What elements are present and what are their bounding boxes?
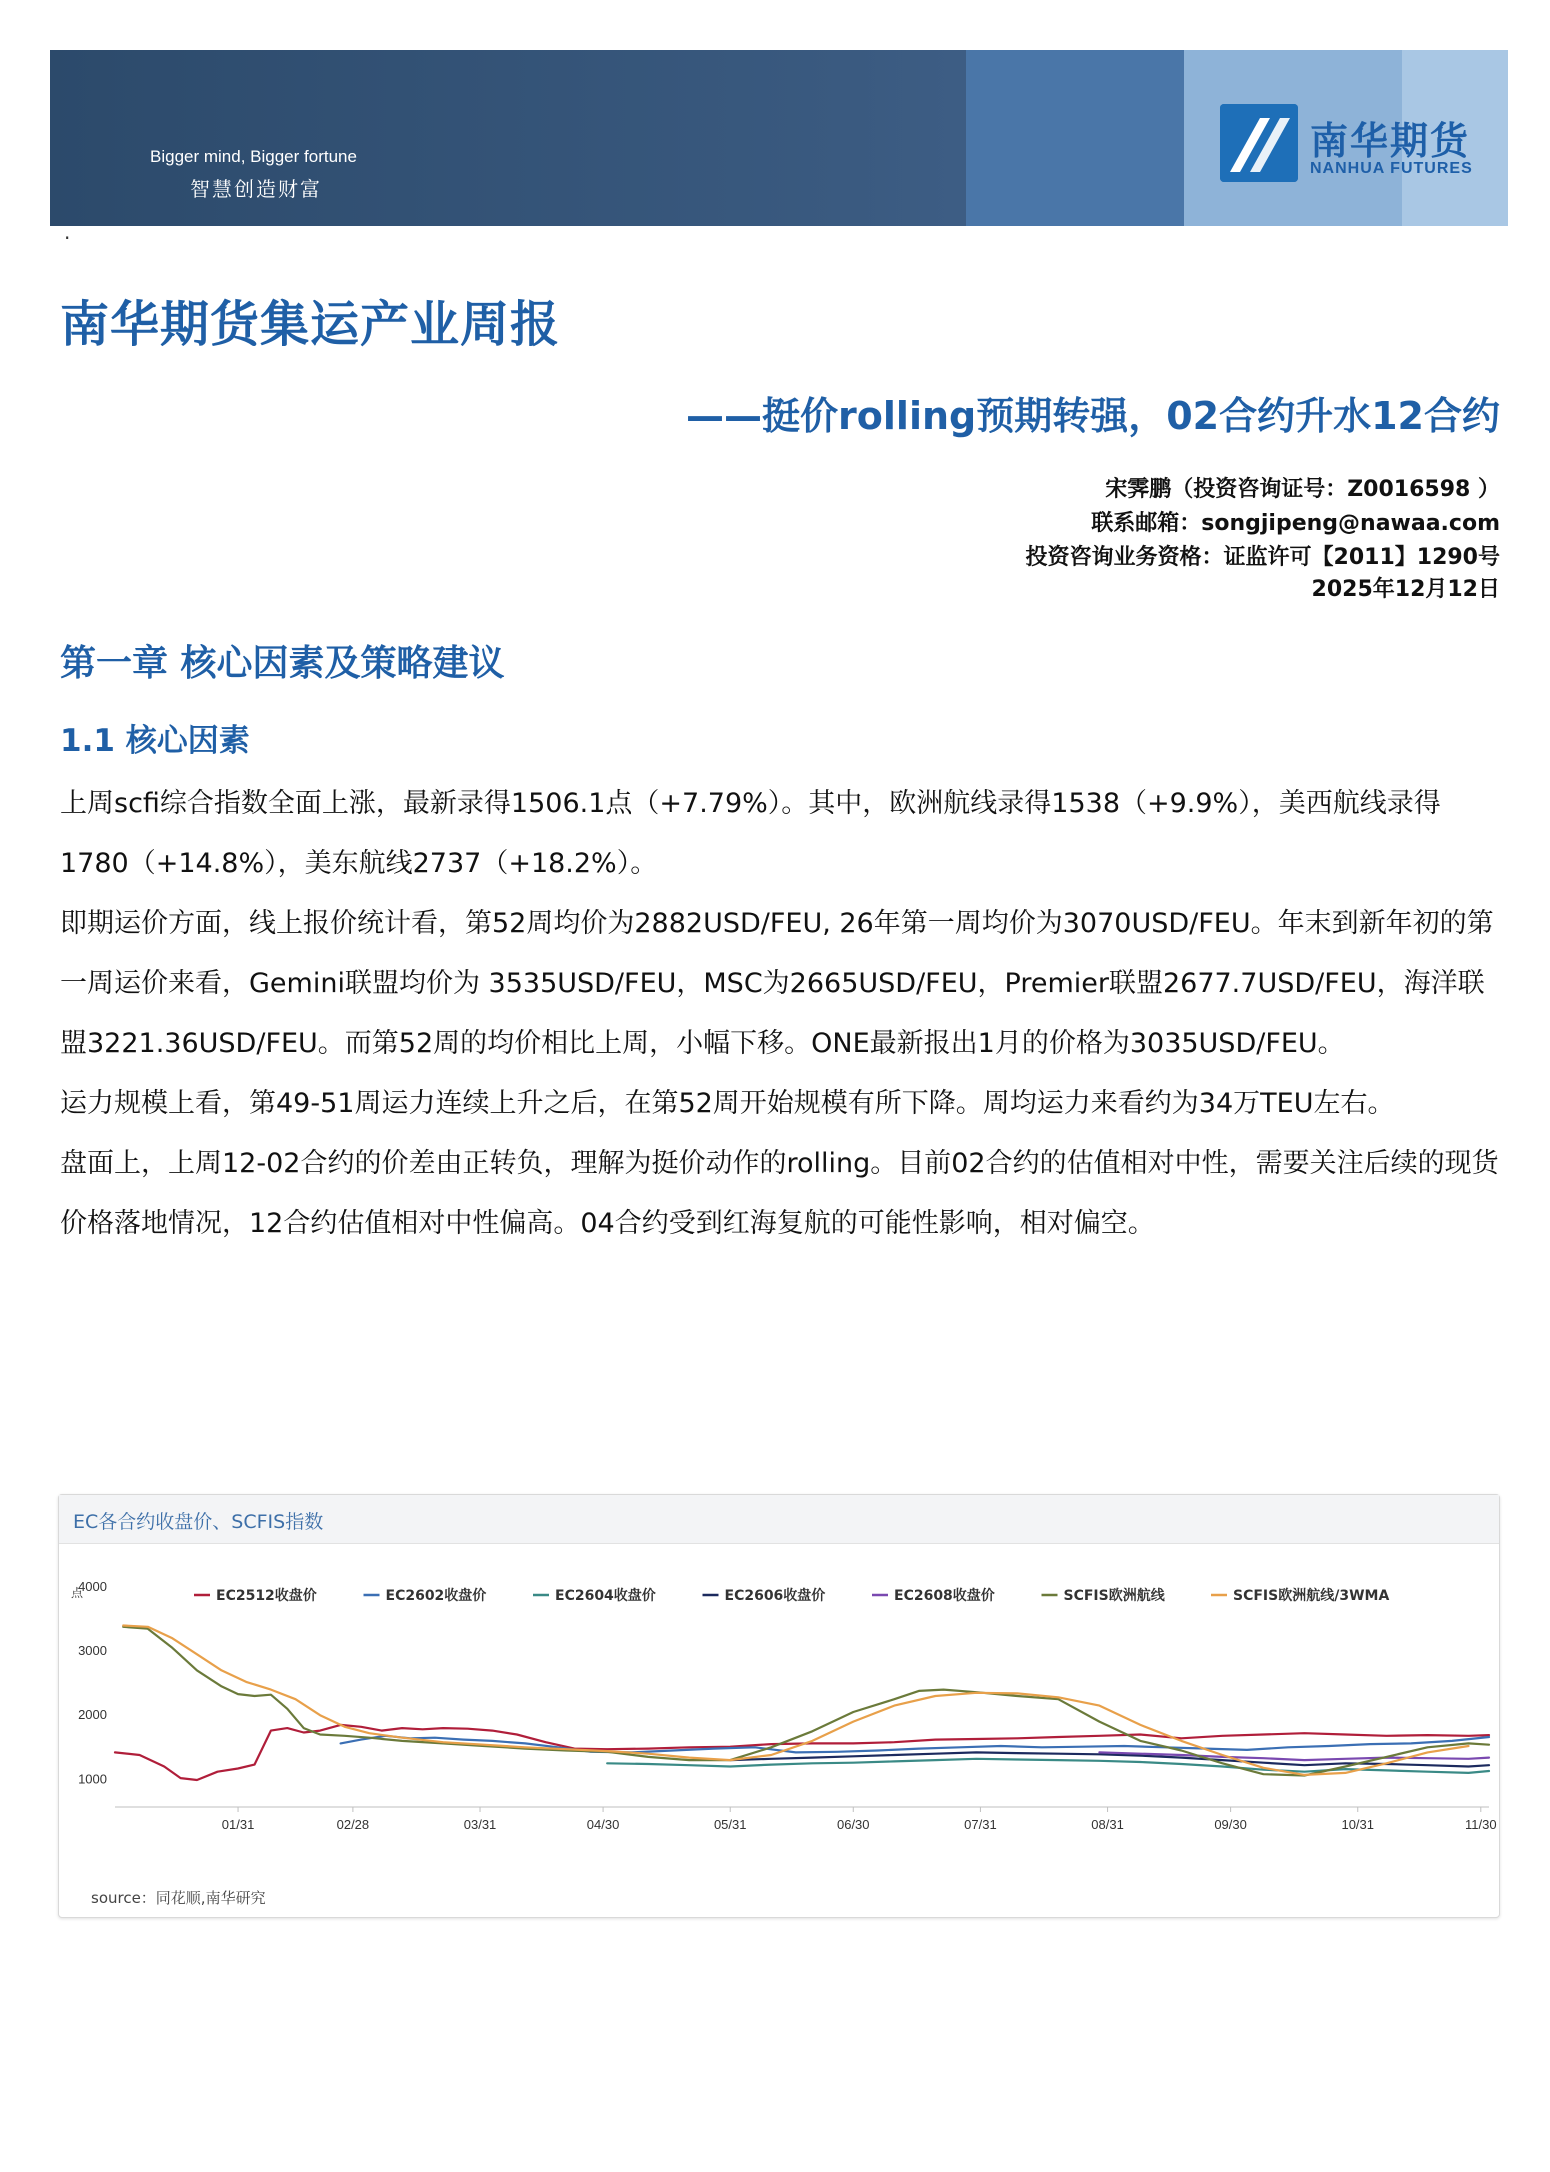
paragraph: 即期运价方面，线上报价统计看，第52周均价为2882USD/FEU, 26年第一周均价为3070USD/FEU。年末到新年初的第一周运价来看，Gemini联盟均价为 3535USD/FEU，MSC为2665USD/FEU，Premier联盟2677.7USD/FEU，海洋联盟3221.36USD/FEU。而第52周的均价相比上周，小幅下移。ONE最新报出1月的价格为3035USD/FEU。: [60, 908, 1494, 1059]
figure-card: [58, 1494, 1500, 1918]
separator-dot: ·: [64, 226, 71, 250]
x-tick-label: 06/30: [836, 1817, 870, 1832]
slogan-en: Bigger mind, Bigger fortune: [150, 147, 357, 166]
author-line: 宋霁鹏（投资咨询证号：Z0016598 ）: [1105, 477, 1500, 502]
paragraph: 盘面上，上周12-02合约的价差由正转负，理解为挺价动作的rolling。目前02合约的估值相对中性，需要关注后续的现货价格落地情况，12合约估值相对中性偏高。04合约受到红海复航的可能性影响，相对偏空。: [60, 1148, 1499, 1239]
x-tick-label: 09/30: [1214, 1817, 1247, 1832]
legend-label: EC2512收盘价: [216, 1588, 317, 1604]
x-tick-label: 05/31: [713, 1817, 747, 1832]
paragraph: 运力规模上看，第49-51周运力连续上升之后，在第52周开始规模有所下降。周均运力来看约为34万TEU左右。: [60, 1088, 1395, 1119]
logo-text-cn: 南华期货: [1310, 119, 1471, 163]
figure-source: source：同花顺,南华研究: [91, 1889, 266, 1907]
x-tick-label: 03/31: [463, 1817, 497, 1832]
logo-text-en: NANHUA FUTURES: [1310, 160, 1473, 177]
body-text: [60, 774, 1500, 1254]
slogan-cn: 智慧创造财富: [190, 177, 322, 201]
report-title: 南华期货集运产业周报: [60, 296, 561, 353]
x-tick-label: 04/30: [586, 1817, 620, 1832]
section-heading: 1.1 核心因素: [60, 723, 250, 759]
x-tick-label: 01/31: [221, 1817, 255, 1832]
y-tick-label: 1000: [78, 1771, 107, 1787]
legend-label: EC2602收盘价: [385, 1588, 487, 1604]
license-line: 投资咨询业务资格：证监许可【2011】1290号: [1025, 545, 1500, 570]
legend-label: EC2608收盘价: [894, 1588, 995, 1604]
y-tick-label: 2000: [78, 1707, 107, 1723]
legend-label: SCFIS欧洲航线: [1063, 1588, 1165, 1604]
y-tick-label: 3000: [78, 1643, 107, 1659]
legend-label: SCFIS欧洲航线/3WMA: [1233, 1588, 1390, 1604]
banner-band: [966, 50, 1184, 226]
x-tick-label: 08/31: [1091, 1817, 1124, 1832]
y-tick-label: 4000: [78, 1579, 107, 1594]
legend-label: EC2604收盘价: [555, 1588, 656, 1604]
paragraph: 上周scfi综合指数全面上涨，最新录得1506.1点（+7.79%）。其中，欧洲航线录得1538（+9.9%），美西航线录得1780（+14.8%），美东航线2737（+18.2%）。: [60, 788, 1441, 879]
x-tick-label: 10/31: [1341, 1817, 1375, 1832]
report-subtitle: ——挺价rolling预期转强，02合约升水12合约: [686, 394, 1500, 438]
x-tick-label: 07/31: [964, 1817, 997, 1832]
x-tick-label: 02/28: [336, 1817, 370, 1832]
logo-mark-icon: [1220, 104, 1298, 182]
figure-title: EC各合约收盘价、SCFIS指数: [73, 1511, 324, 1533]
report-date: 2025年12月12日: [1311, 577, 1500, 602]
x-tick-label: 11/30: [1465, 1817, 1497, 1832]
email-line: 联系邮箱：songjipeng@nawaa.com: [1091, 511, 1500, 536]
series-line: [341, 1736, 1489, 1753]
y-axis-unit: 点: [71, 1586, 84, 1600]
figure-title-bar: [59, 1495, 1499, 1544]
nanhua-logo: [1220, 104, 1500, 184]
chapter-heading: 第一章 核心因素及策略建议: [60, 643, 505, 684]
legend-label: EC2606收盘价: [724, 1588, 826, 1604]
line-chart: [59, 1543, 1499, 1883]
